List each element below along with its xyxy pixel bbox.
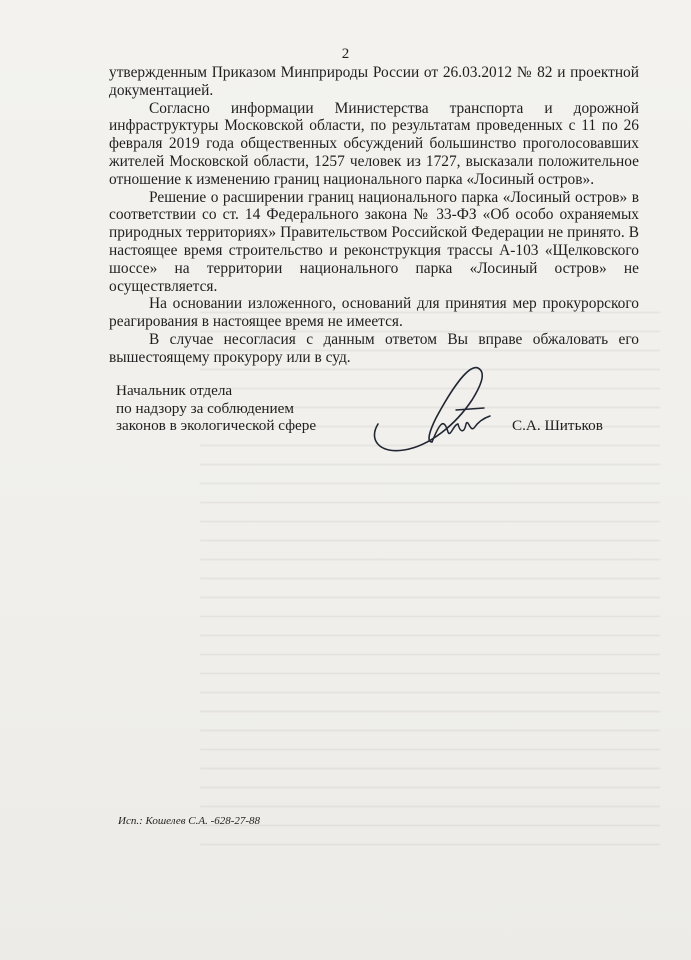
executor-note: Исп.: Кошелев С.А. -628-27-88	[118, 815, 261, 827]
signatory-title	[116, 382, 316, 435]
paragraph-public-hearings: Согласно информации Министерства транспорта и дорожной инфраструктуры Московской области, по результатам проведенных с 11 по 26 февраля 2019 года общественных обсуждений большинство проголосовавших жителей Московской области, 1257 человек из 1727, высказали положительное отношение к изменению границ национального парка «Лосиный остров».	[109, 99, 639, 188]
letter-body	[109, 64, 639, 367]
paragraph-conclusion: На основании изложенного, оснований для принятия мер прокурорского реагирования в настоящее время не имеется.	[109, 295, 639, 331]
page-number: 2	[341, 46, 350, 62]
signatory-name: С.А. Шитьков	[512, 417, 603, 434]
paragraph-park-decision: Решение о расширении границ национального парка «Лосиный остров» в соответствии со ст. 14 Федерального закона № 33-ФЗ «Об особо охраняемых природных территориях» Правительством Российской Федерации не принято. В настоящее время строительство и реконструкция трассы А-103 «Щелковского шоссе» на территории национального парка «Лосиный остров» не осуществляется.	[109, 188, 639, 295]
paragraph-continuation: утвержденным Приказом Минприроды России от 26.03.2012 № 82 и проектной документацией.	[109, 64, 639, 99]
paragraph-appeal: В случае несогласия с данным ответом Вы вправе обжаловать его вышестоящему прокурору или в суд.	[109, 330, 639, 366]
signatory-title-line1: Начальник отдела	[116, 382, 233, 399]
handwritten-signature	[360, 362, 500, 457]
signatory-title-line3: законов в экологической сфере	[116, 417, 317, 435]
signatory-title-line2: по надзору за соблюдением	[116, 399, 295, 417]
